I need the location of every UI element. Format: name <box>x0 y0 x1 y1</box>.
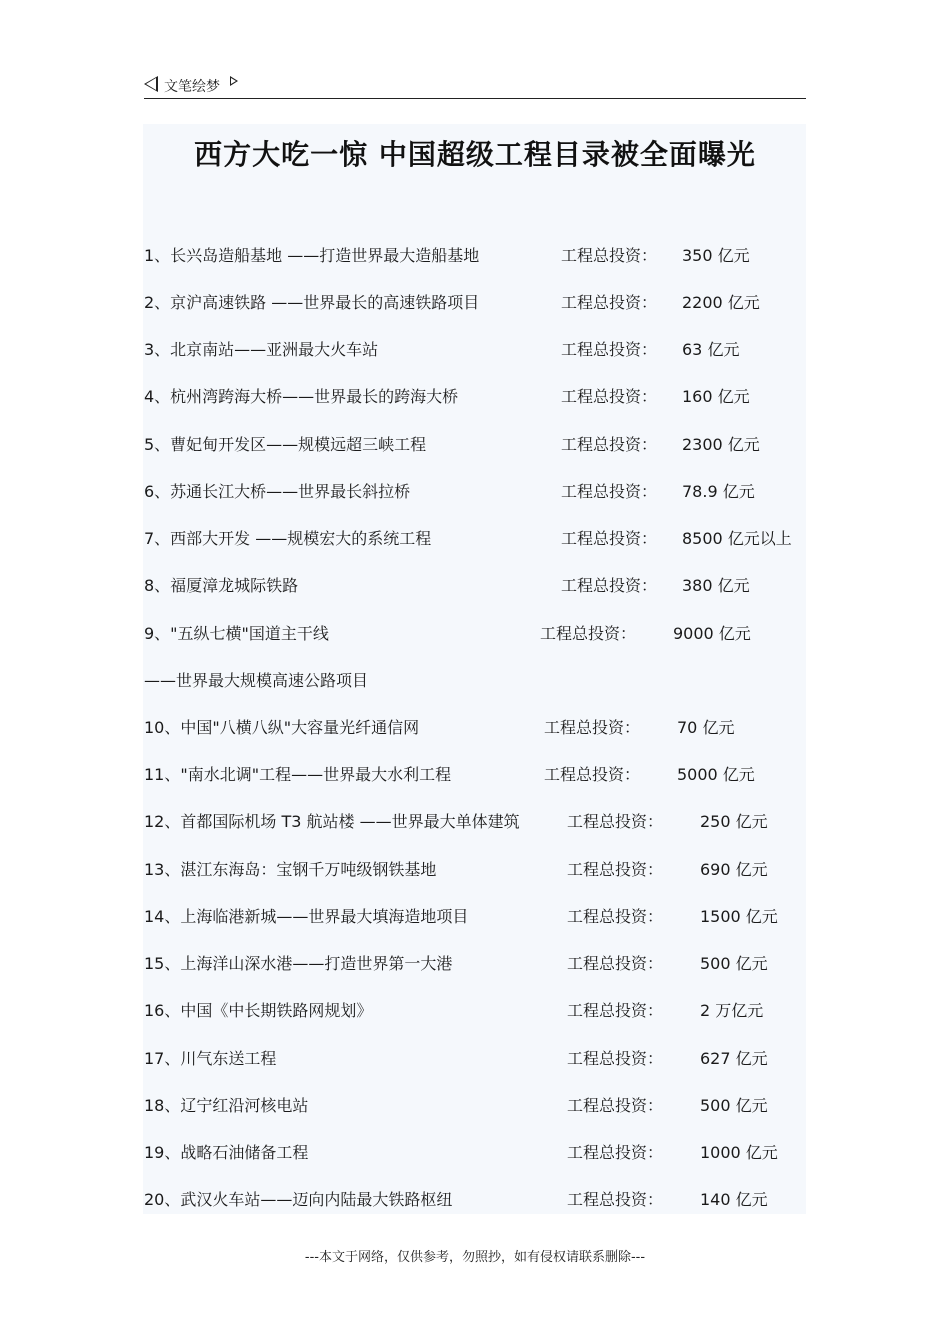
investment-amount: 1500 亿元 <box>700 907 778 926</box>
list-item <box>144 859 806 881</box>
project-name: 6、苏通长江大桥——世界最长斜拉桥 <box>144 482 411 501</box>
page-header <box>144 72 806 99</box>
investment-amount: 350 亿元 <box>682 246 750 265</box>
list-item <box>144 906 806 928</box>
project-name: 9、"五纵七横"国道主干线 <box>144 624 329 643</box>
project-name: 18、辽宁红沿河核电站 <box>144 1096 309 1115</box>
project-name: 8、福厦漳龙城际铁路 <box>144 576 299 595</box>
investment-label: 工程总投资： <box>561 482 658 501</box>
project-name: 14、上海临港新城——世界最大填海造地项目 <box>144 907 469 926</box>
investment-amount: 627 亿元 <box>700 1049 768 1068</box>
investment-amount: 8500 亿元以上 <box>682 529 792 548</box>
brand-name: 文笔绘梦 <box>164 79 220 95</box>
project-name: 1、长兴岛造船基地 ——打造世界最大造船基地 <box>144 246 480 265</box>
investment-label: 工程总投资： <box>561 435 658 454</box>
list-item <box>144 811 806 833</box>
investment-label: 工程总投资： <box>544 718 641 737</box>
list-item <box>144 434 806 456</box>
list-item <box>144 717 806 739</box>
investment-label: 工程总投资： <box>561 576 658 595</box>
list-item <box>144 1048 806 1070</box>
investment-label: 工程总投资： <box>567 907 664 926</box>
project-name: 17、川气东送工程 <box>144 1049 277 1068</box>
investment-amount: 70 亿元 <box>677 718 735 737</box>
list-item <box>144 1095 806 1117</box>
project-name: 3、北京南站——亚洲最大火车站 <box>144 340 379 359</box>
investment-amount: 9000 亿元 <box>673 624 751 643</box>
investment-label: 工程总投资： <box>567 1096 664 1115</box>
investment-label: 工程总投资： <box>544 765 641 784</box>
investment-amount: 140 亿元 <box>700 1190 768 1209</box>
investment-label: 工程总投资： <box>567 1001 664 1020</box>
project-name: 19、战略石油储备工程 <box>144 1143 309 1162</box>
investment-label: 工程总投资： <box>561 293 658 312</box>
investment-amount: 1000 亿元 <box>700 1143 778 1162</box>
investment-amount: 250 亿元 <box>700 812 768 831</box>
investment-amount: 2 万亿元 <box>700 1001 764 1020</box>
investment-amount: 5000 亿元 <box>677 765 755 784</box>
investment-amount: 2200 亿元 <box>682 293 760 312</box>
project-name: 15、上海洋山深水港——打造世界第一大港 <box>144 954 453 973</box>
right-triangle-icon <box>230 76 238 86</box>
investment-amount: 63 亿元 <box>682 340 740 359</box>
project-name: 4、杭州湾跨海大桥——世界最长的跨海大桥 <box>144 387 459 406</box>
project-name: 12、首都国际机场 T3 航站楼 ——世界最大单体建筑 <box>144 812 520 831</box>
project-name: 10、中国"八横八纵"大容量光纤通信网 <box>144 718 420 737</box>
project-name: 2、京沪高速铁路 ——世界最长的高速铁路项目 <box>144 293 480 312</box>
investment-label: 工程总投资： <box>561 340 658 359</box>
project-name: 20、武汉火车站——迈向内陆最大铁路枢纽 <box>144 1190 453 1209</box>
item-9-subtitle: ——世界最大规模高速公路项目 <box>144 671 369 690</box>
list-item <box>144 575 806 597</box>
project-name: 16、中国《中长期铁路网规划》 <box>144 1001 373 1020</box>
list-item <box>144 764 806 786</box>
project-name: 11、"南水北调"工程——世界最大水利工程 <box>144 765 452 784</box>
investment-label: 工程总投资： <box>567 1190 664 1209</box>
left-triangle-icon <box>144 76 158 92</box>
page-title: 西方大吃一惊 中国超级工程目录被全面曝光 <box>194 138 756 171</box>
investment-amount: 160 亿元 <box>682 387 750 406</box>
project-name: 7、西部大开发 ——规模宏大的系统工程 <box>144 529 432 548</box>
investment-label: 工程总投资： <box>561 246 658 265</box>
list-item <box>144 339 806 361</box>
list-item <box>144 623 806 645</box>
investment-amount: 500 亿元 <box>700 1096 768 1115</box>
list-item <box>144 245 806 267</box>
footer-disclaimer: ---本文于网络，仅供参考，勿照抄，如有侵权请联系删除--- <box>304 1250 646 1265</box>
list-item <box>144 1189 806 1211</box>
investment-label: 工程总投资： <box>567 1049 664 1068</box>
investment-label: 工程总投资： <box>567 1143 664 1162</box>
project-name: 13、湛江东海岛：宝钢千万吨级钢铁基地 <box>144 860 437 879</box>
list-item <box>144 292 806 314</box>
list-item <box>144 481 806 503</box>
investment-label: 工程总投资： <box>567 954 664 973</box>
list-item <box>144 1000 806 1022</box>
investment-amount: 2300 亿元 <box>682 435 760 454</box>
project-name: 5、曹妃甸开发区——规模远超三峡工程 <box>144 435 427 454</box>
investment-label: 工程总投资： <box>540 624 637 643</box>
investment-amount: 78.9 亿元 <box>682 482 755 501</box>
investment-amount: 500 亿元 <box>700 954 768 973</box>
investment-label: 工程总投资： <box>561 529 658 548</box>
list-item <box>144 953 806 975</box>
investment-label: 工程总投资： <box>567 860 664 879</box>
investment-label: 工程总投资： <box>561 387 658 406</box>
investment-amount: 690 亿元 <box>700 860 768 879</box>
investment-amount: 380 亿元 <box>682 576 750 595</box>
list-item <box>144 1142 806 1164</box>
list-item <box>144 386 806 408</box>
investment-label: 工程总投资： <box>567 812 664 831</box>
list-item <box>144 528 806 550</box>
